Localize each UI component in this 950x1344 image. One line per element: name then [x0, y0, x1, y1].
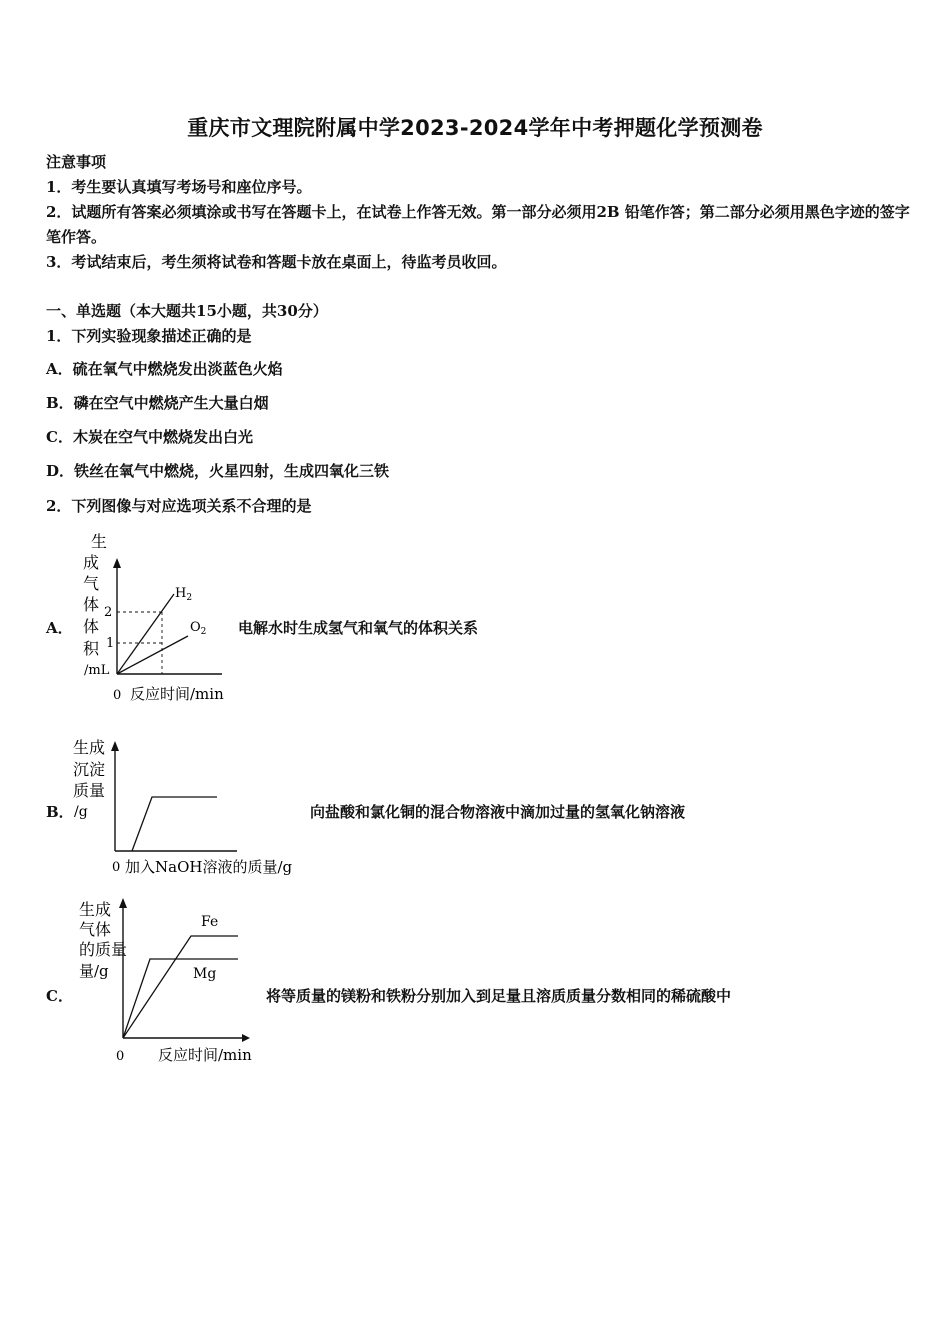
page-title: 重庆市文理院附属中学2023-2024学年中考押题化学预测卷: [187, 116, 763, 140]
graph-a-y-arrow: [113, 558, 121, 568]
graph-c-origin: 0: [116, 1049, 125, 1064]
graph-c-ylabel-line: 气体: [79, 920, 112, 939]
question-2-stem: 2．下列图像与对应选项关系不合理的是: [46, 497, 312, 515]
q2-option-a-text: 电解水时生成氢气和氧气的体积关系: [238, 619, 479, 637]
graph-a-ylabel-char: 生: [91, 532, 108, 551]
notice-item: 2．试题所有答案必须填涂或书写在答题卡上，在试卷上作答无效。第一部分必须用2B 铅笔作答；第二部分必须用黑色字迹的签字笔作答。: [46, 203, 910, 246]
notice-heading: 注意事项: [46, 153, 107, 171]
q2-option-c-letter: C．: [46, 987, 73, 1005]
graph-c-x-arrow: [242, 1034, 250, 1042]
notice-item: 1．考生要认真填写考场号和座位序号。: [46, 178, 312, 196]
q2-option-a-letter: A．: [46, 619, 73, 637]
graph-b: [70, 733, 310, 879]
q2-option-b-text: 向盐酸和氯化铜的混合物溶液中滴加过量的氢氧化钠溶液: [310, 803, 686, 821]
graph-b-ylabel-line: 生成: [73, 738, 106, 757]
graph-b-y-arrow: [111, 741, 119, 751]
graph-a-y-unit: /mL: [84, 663, 110, 678]
graph-b-ylabel-line: /g: [74, 804, 88, 820]
graph-a-label-o2: $O_2$: [190, 620, 207, 637]
graph-c-ylabel-line: 的质量: [79, 940, 128, 959]
question-1-stem: 1．下列实验现象描述正确的是: [46, 327, 252, 345]
graph-c: [70, 890, 270, 1066]
q2-option-c-text: 将等质量的镁粉和铁粉分别加入到足量且溶质质量分数相同的稀硫酸中: [266, 987, 732, 1005]
graph-a-tick-1: 1: [106, 636, 115, 651]
graph-a-line-h2: [117, 594, 174, 674]
graph-a-label-h2: $H_2$: [175, 586, 193, 603]
q1-option-c: C．木炭在空气中燃烧发出白光: [46, 428, 253, 446]
graph-a: [70, 528, 250, 708]
graph-c-line-mg: [123, 959, 238, 1038]
graph-a-tick-2: 2: [104, 605, 113, 620]
graph-c-label-mg: Mg: [193, 966, 217, 982]
section-heading: 一、单选题（本大题共15小题，共30分）: [46, 302, 328, 320]
graph-a-ylabel-char: 成: [83, 553, 100, 572]
notice-block: [46, 150, 916, 275]
graph-a-ylabel-char: 体: [83, 595, 100, 614]
q2-option-b-letter: B．: [46, 803, 74, 821]
graph-a-ylabel-char: 积: [83, 639, 100, 658]
q1-option-d: D．铁丝在氧气中燃烧，火星四射，生成四氧化三铁: [46, 462, 390, 480]
graph-c-x-label: 反应时间/min: [158, 1046, 252, 1064]
graph-a-ylabel-char: 气: [83, 574, 100, 593]
graph-b-ylabel-line: 沉淀: [73, 760, 106, 779]
graph-b-x-label: 加入NaOH溶液的质量/g: [125, 858, 293, 876]
notice-item: 3．考试结束后，考生须将试卷和答题卡放在桌面上，待监考员收回。: [46, 253, 507, 271]
graph-a-x-label: 反应时间/min: [130, 685, 224, 703]
q1-option-b: B．磷在空气中燃烧产生大量白烟: [46, 394, 269, 412]
graph-c-y-arrow: [119, 898, 127, 908]
graph-b-precipitate-line: [132, 797, 217, 851]
graph-a-origin: 0: [113, 688, 122, 703]
graph-c-label-fe: Fe: [201, 914, 219, 930]
graph-c-ylabel-line: 量/g: [79, 962, 109, 980]
graph-a-line-o2: [117, 636, 188, 674]
q1-option-a: A．硫在氧气中燃烧发出淡蓝色火焰: [46, 360, 283, 378]
graph-b-ylabel-line: 质量: [73, 781, 106, 800]
graph-b-origin: 0: [112, 860, 121, 875]
graph-c-ylabel-line: 生成: [79, 900, 112, 919]
graph-a-ylabel-char: 体: [83, 617, 100, 636]
